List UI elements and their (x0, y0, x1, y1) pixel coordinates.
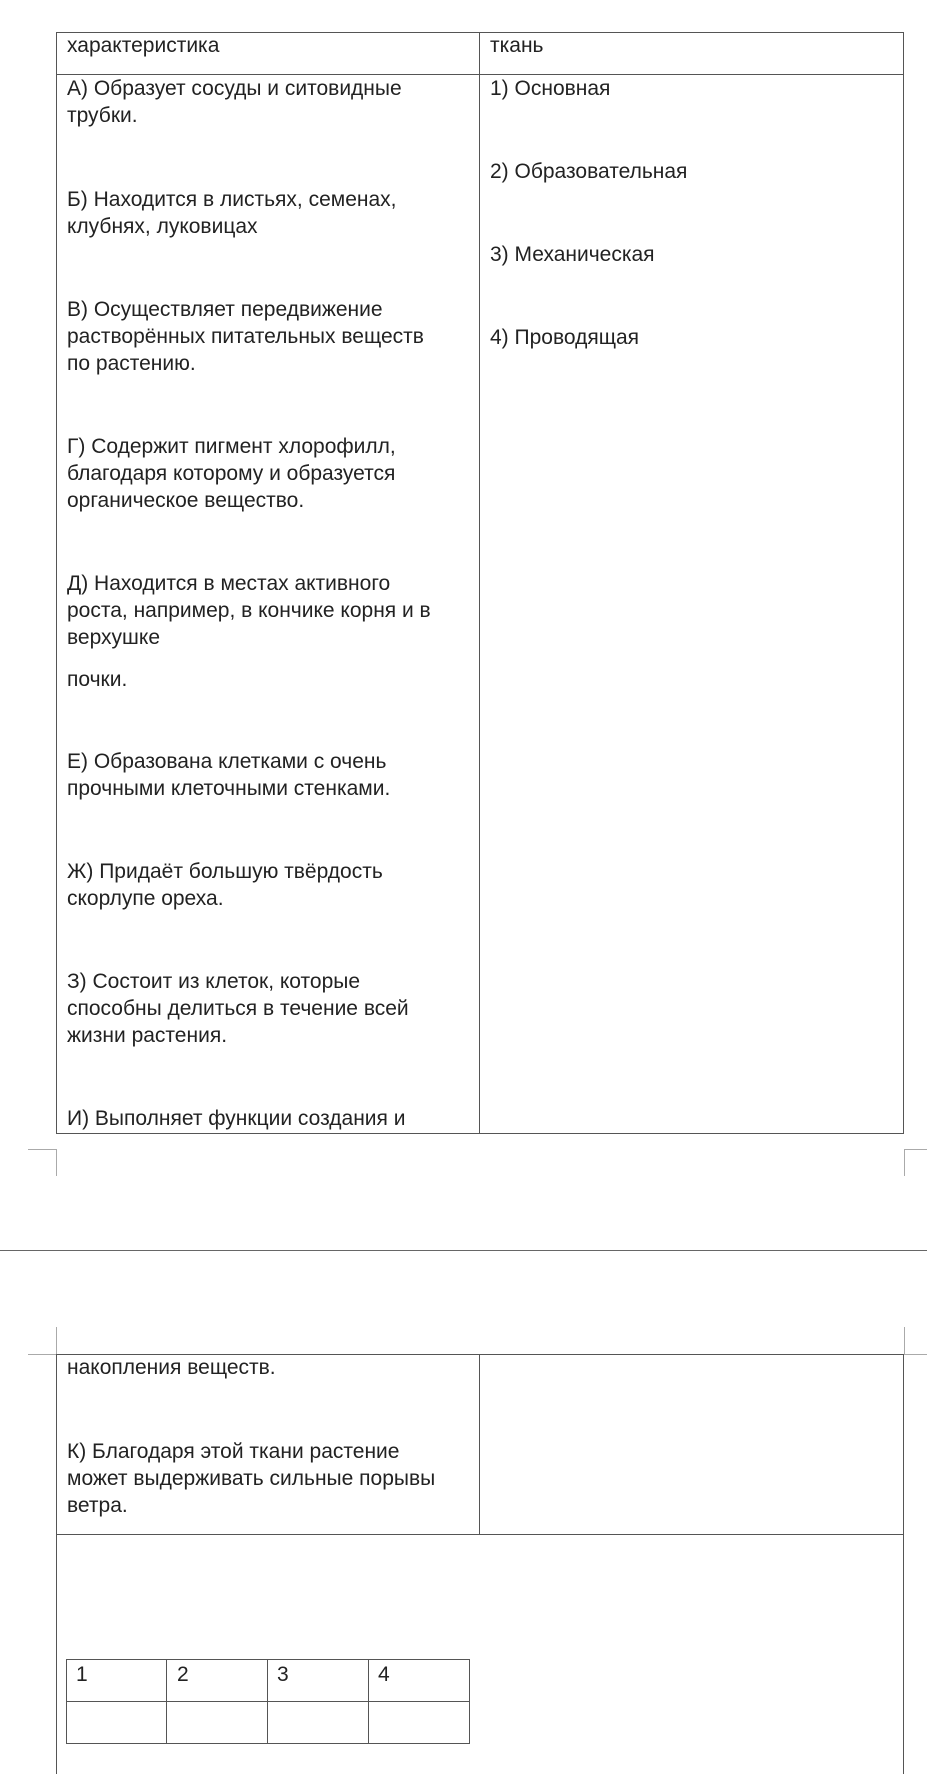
answer-cell-4[interactable] (369, 1702, 469, 1743)
table-border-left (56, 32, 57, 1134)
table-border-bottom (56, 1133, 904, 1134)
table2-border-left (56, 1354, 57, 1774)
page2-corner-mark-right-v (904, 1327, 905, 1354)
page2-corner-mark-left-h (28, 1354, 56, 1355)
table2-column-divider (479, 1354, 480, 1535)
page-separator (0, 1250, 927, 1251)
table2-border-right (903, 1354, 904, 1774)
answer-header-3: 3 (277, 1663, 289, 1686)
page-corner-mark-right-v (904, 1149, 905, 1176)
tissue-1: 1) Основная (490, 77, 611, 100)
answer-header-2: 2 (177, 1663, 189, 1686)
answer-table-col-4 (469, 1659, 470, 1744)
page2-corner-mark-left-v (56, 1327, 57, 1354)
answer-table-top (66, 1659, 470, 1660)
answer-table-bottom (66, 1743, 470, 1744)
answer-cell-1[interactable] (67, 1702, 166, 1743)
tissue-2: 2) Образовательная (490, 160, 688, 183)
answer-header-4: 4 (378, 1663, 390, 1686)
answer-cell-2[interactable] (167, 1702, 267, 1743)
page2-corner-mark-right-h (904, 1354, 927, 1355)
page-corner-mark-right-h (904, 1149, 927, 1150)
answer-cell-3[interactable] (268, 1702, 368, 1743)
page-corner-mark-left-v (56, 1149, 57, 1176)
header-characteristic: характеристика (67, 34, 220, 57)
header-tissue: ткань (490, 34, 544, 57)
tissue-3: 3) Механическая (490, 243, 655, 266)
page-corner-mark-left-h (28, 1149, 56, 1150)
tissue-4: 4) Проводящая (490, 326, 640, 349)
table2-row-divider (56, 1534, 904, 1535)
answer-header-1: 1 (76, 1663, 88, 1686)
table-column-divider (479, 32, 480, 1134)
table-border-right (903, 32, 904, 1134)
